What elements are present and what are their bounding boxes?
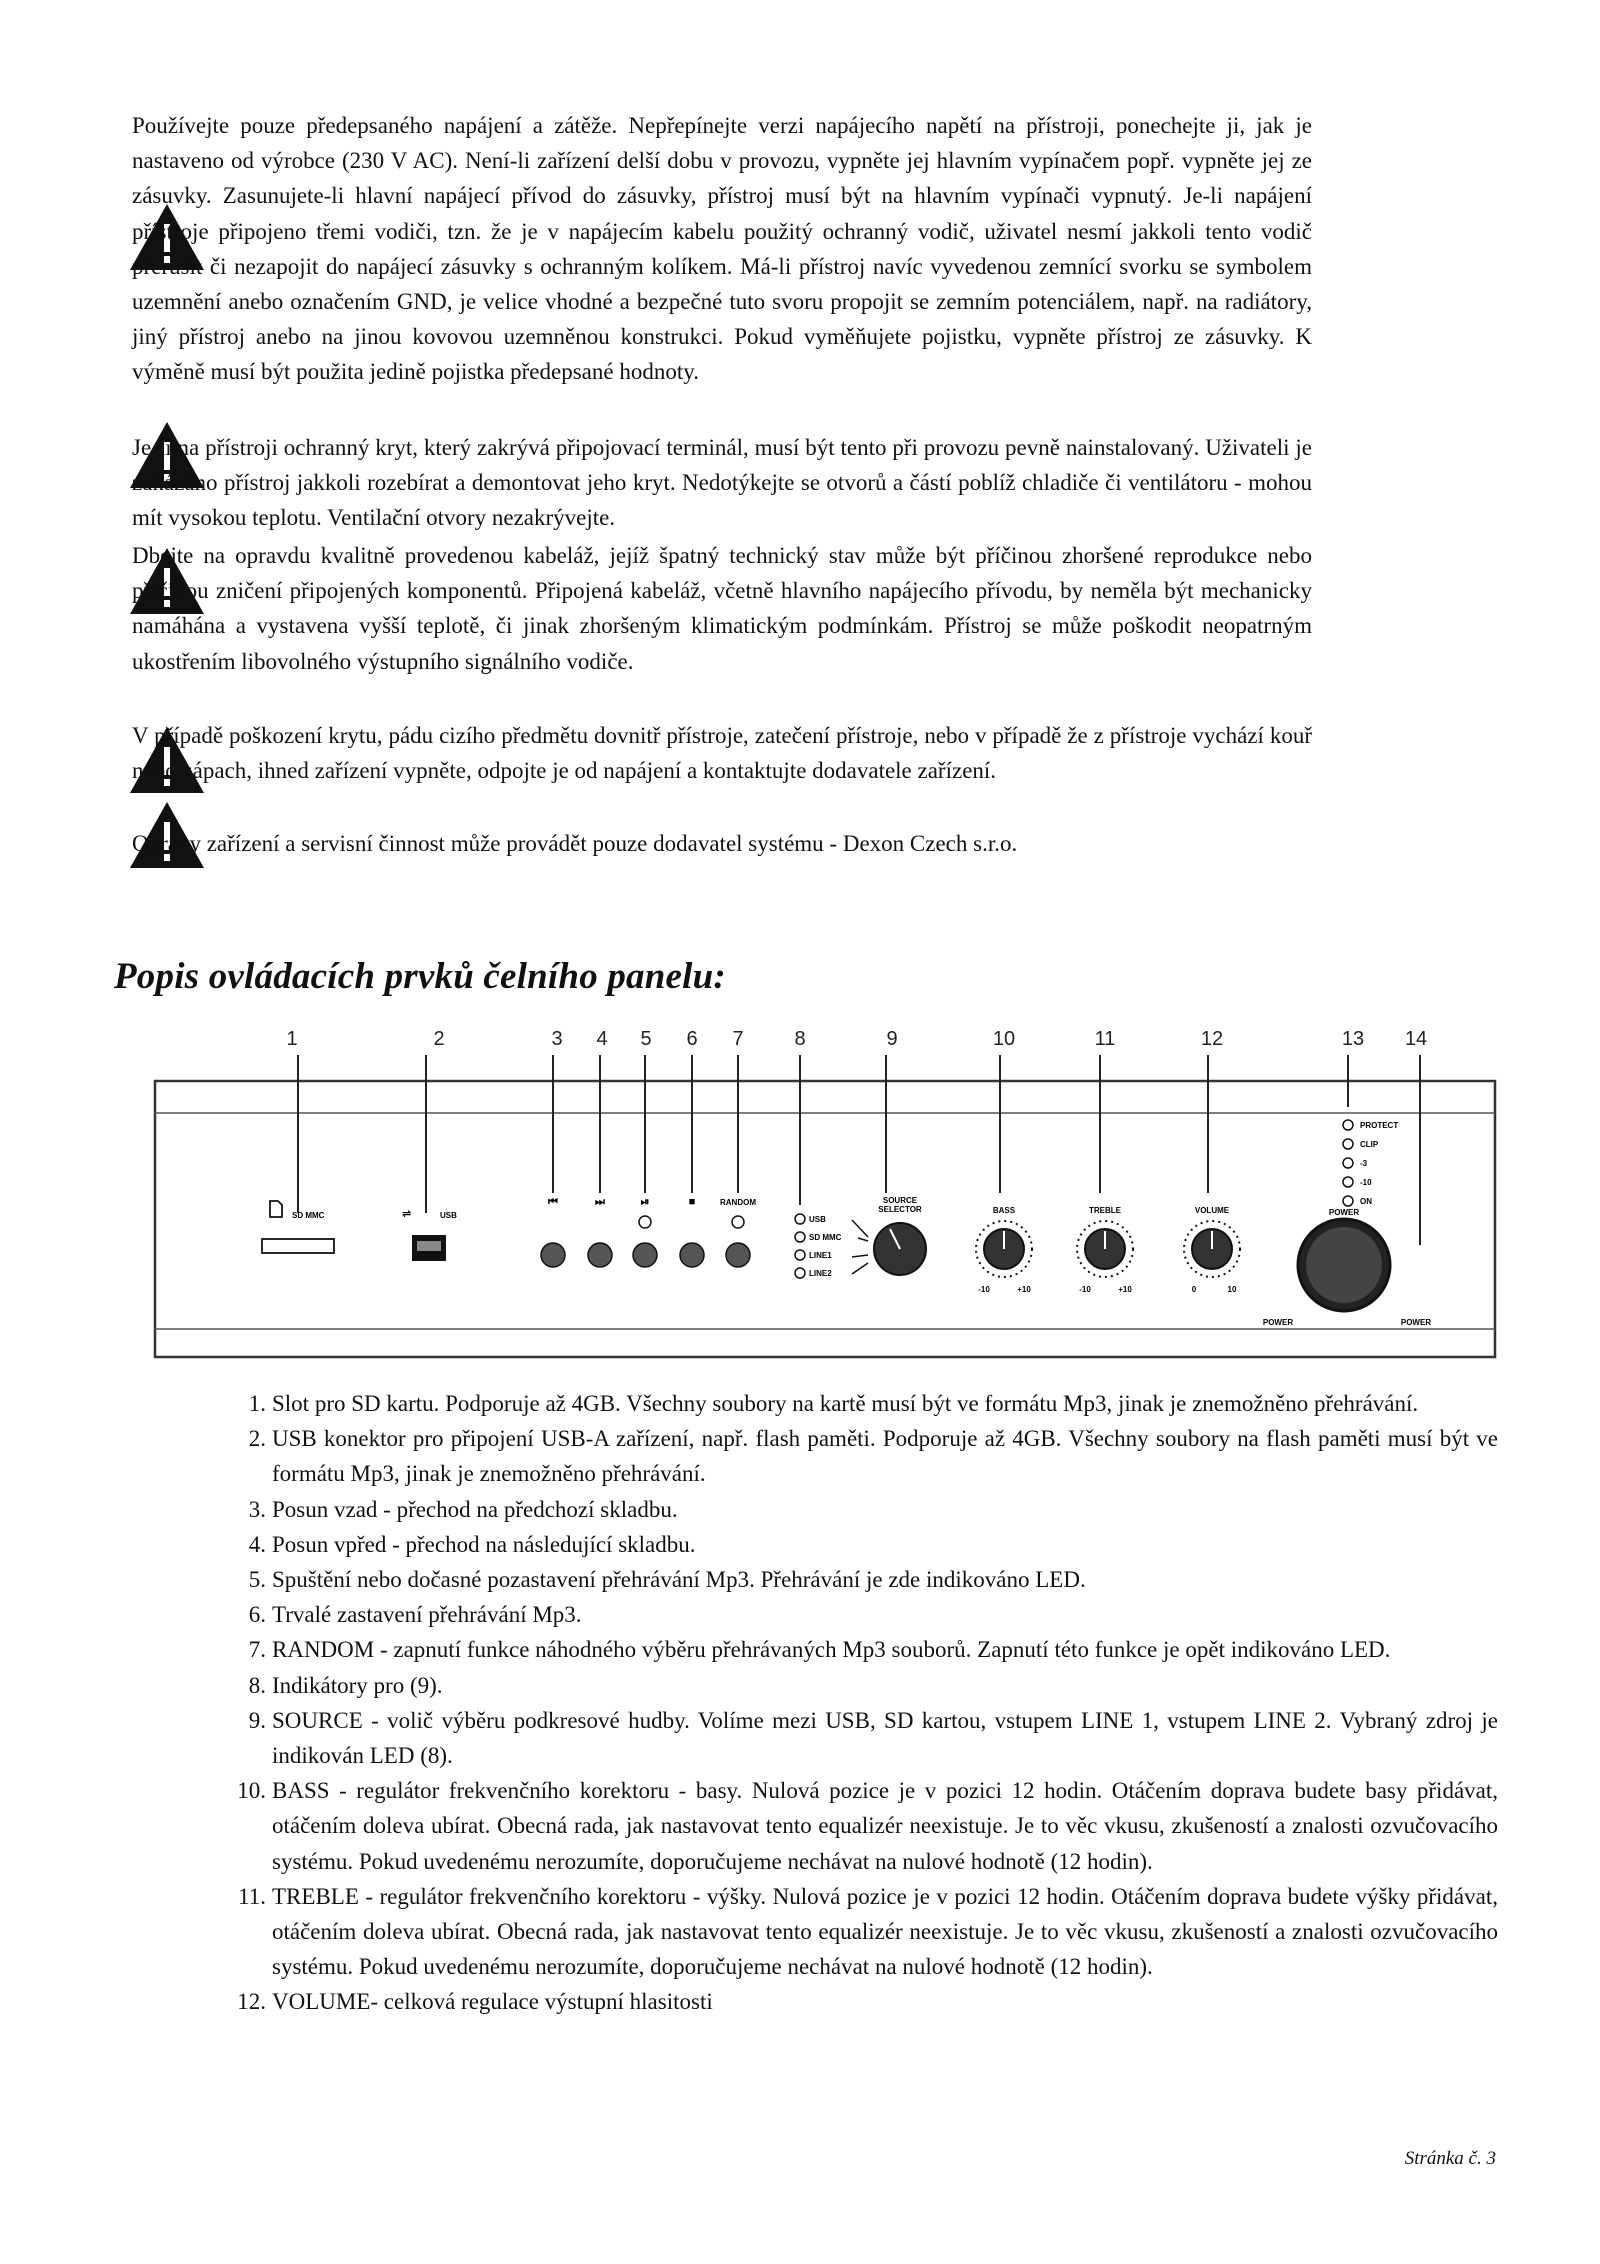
selector-label: SELECTOR xyxy=(878,1205,922,1214)
led-label: -10 xyxy=(1360,1178,1372,1187)
led-on xyxy=(1343,1196,1353,1206)
list-item: 9. SOURCE - volič výběru podkresové hudby. Volíme mezi USB, SD kartou, vstupem LINE 1, vstupem LINE 2. Vybraný zdroj je indikován LED (8). xyxy=(248,1707,1498,1769)
random-label: RANDOM xyxy=(720,1198,756,1207)
stop-button xyxy=(680,1243,704,1267)
page-number: Stránka č. 3 xyxy=(1404,2148,1496,2169)
source-label: SOURCE xyxy=(882,1196,918,1205)
play-pause-button xyxy=(633,1243,657,1267)
play-pause-icon: ⏯ xyxy=(640,1196,650,1208)
led-sd xyxy=(795,1232,805,1242)
treble-max: +10 xyxy=(1118,1285,1132,1294)
prev-icon: ⏮ xyxy=(548,1196,558,1208)
callout-number: 1 xyxy=(286,1028,298,1050)
power-right-label: POWER xyxy=(1400,1318,1432,1327)
list-item: 1. Slot pro SD kartu. Podporuje až 4GB. Všechny soubory na kartě musí být ve formátu Mp3, jinak je znemožněno přehrávání. xyxy=(248,1391,1419,1416)
bass-min: -10 xyxy=(978,1285,990,1294)
led-label: USB xyxy=(809,1215,826,1224)
power-label: POWER xyxy=(1328,1208,1360,1217)
warning-paragraph: Je-li na přístroji ochranný kryt, který zakrývá připojovací terminál, musí být tento při provozu pevně nainstalovaný. Uživateli je zakázáno přístroj jakkoli rozebírat a demontovat jeho kryt. Nedotýkejte se otvorů a částí poblíž chladiče či ventilátoru - mohou mít vysokou teplotu. Ventilační otvory nezakrývejte. xyxy=(132,435,1312,531)
treble-min: -10 xyxy=(1079,1285,1091,1294)
warning-paragraph: Používejte pouze předepsaného napájení a zátěže. Nepřepínejte verzi napájecího napětí na přístroji, ponechejte ji, jak je nastaveno od výrobce (230 V AC). Není-li zařízení delší dobu v provozu, vypněte jej hlavním vypínačem popř. vypněte jej ze zásuvky. Zasunujete-li hlavní napájecí přívod do zásuvky, přístroj musí být na hlavním vypínači vypnutý. Je-li napájení přístroje připojeno třemi vodiči, tzn. že je v napájecím kabelu použitý ochranný vodič, uživatel nesmí jakkoli tento vodič přerušit či nezapojit do napájecí zásuvky s ochranným kolíkem. Má-li přístroj navíc vyvedenou zemnící svorku se symbolem uzemnění anebo označením GND, je velice vhodné a bezpečné tuto svoru propojit se zemním potenciálem, např. na radiátory, jiný přístroj anebo na jinou kovovou uzemněnou konstrukci. Pokud vyměňujete pojistku, vypněte přístroj ze zásuvky. K výměně musí být použita jedině pojistka předepsané hodnoty. xyxy=(132,113,1312,385)
callout-number: 3 xyxy=(551,1028,563,1050)
led-label: -3 xyxy=(1360,1159,1368,1168)
led-protect xyxy=(1343,1120,1353,1130)
callout-number: 2 xyxy=(433,1028,445,1050)
callout-number: 13 xyxy=(1341,1028,1365,1050)
controls-list xyxy=(220,1386,1498,2020)
callout-number: 11 xyxy=(1094,1028,1116,1050)
led-line1 xyxy=(795,1250,805,1260)
callout-number: 14 xyxy=(1404,1028,1428,1050)
callout-number: 5 xyxy=(640,1028,652,1050)
svg-text:⇌: ⇌ xyxy=(402,1208,412,1220)
led-label: PROTECT xyxy=(1360,1121,1399,1130)
list-item: 3. Posun vzad - přechod na předchozí skladbu. xyxy=(248,1496,678,1522)
callout-number: 9 xyxy=(886,1028,898,1050)
led-minus3 xyxy=(1343,1158,1353,1168)
front-panel-diagram xyxy=(100,1015,1500,1360)
led-label: CLIP xyxy=(1360,1140,1379,1149)
bass-max: +10 xyxy=(1017,1285,1031,1294)
callout-number: 10 xyxy=(992,1028,1016,1050)
stop-icon: ■ xyxy=(688,1196,696,1208)
usb-label: USB xyxy=(440,1211,457,1220)
list-item: 12. VOLUME- celková regulace výstupní hlasitosti xyxy=(237,1989,713,2015)
next-button xyxy=(588,1243,612,1267)
led-minus10 xyxy=(1343,1177,1353,1187)
warning-paragraph: V případě poškození krytu, pádu cizího předmětu dovnitř přístroje, zatečení přístroje, nebo v případě že z přístroje vychází kouř nebo zápach, ihned zařízení vypněte, odpojte je od napájení a kontaktujte dodavatele zařízení. xyxy=(132,723,1312,784)
callout-number: 4 xyxy=(596,1028,608,1050)
play-led xyxy=(639,1216,651,1228)
treble-label: TREBLE xyxy=(1089,1206,1121,1215)
led-label: SD MMC xyxy=(809,1233,842,1242)
list-item: 5. Spuštění nebo dočasné pozastavení přehrávání Mp3. Přehrávání je zde indikováno LED. xyxy=(248,1567,1086,1593)
volume-label: VOLUME xyxy=(1194,1206,1230,1215)
callout-number: 12 xyxy=(1200,1028,1224,1050)
power-left-label: POWER xyxy=(1262,1318,1294,1327)
warning-paragraph: Dbejte na opravdu kvalitně provedenou kabeláž, jejíž špatný technický stav může být příčinou zhoršené reprodukce nebo příčinou zničení připojených komponentů. Připojená kabeláž, včetně hlavního napájecího přívodu, by neměla být mechanicky namáhána a vystavena vyšší teplotě, či jinak zhoršeným klimatickým podmínkám. Přístroj se může poškodit neopatrným ukostřením libovolného výstupního signálního vodiče. xyxy=(132,543,1312,674)
callout-number: 6 xyxy=(686,1028,698,1050)
random-led xyxy=(732,1216,744,1228)
list-item: 2. USB konektor pro připojení USB-A zařízení, např. flash paměti. Podporuje až 4GB. Všechny soubory na flash paměti musí být ve formátu Mp3, jinak je znemožněno přehrávání. xyxy=(248,1426,1498,1487)
led-line2 xyxy=(795,1268,805,1278)
led-label: LINE2 xyxy=(809,1269,832,1278)
source-selector xyxy=(874,1196,926,1275)
list-item: 8. Indikátory pro (9). xyxy=(248,1672,443,1698)
random-button xyxy=(726,1243,750,1267)
callout-number: 8 xyxy=(794,1028,806,1050)
prev-button xyxy=(541,1243,565,1267)
list-item: 4. Posun vpřed - přechod na následující skladbu. xyxy=(248,1531,696,1557)
led-label: ON xyxy=(1360,1197,1372,1206)
warning-paragraph: Opravy zařízení a servisní činnost může provádět pouze dodavatel systému - Dexon Czech s.r.o. xyxy=(132,831,1018,856)
sd-label: SD MMC xyxy=(292,1211,325,1220)
section-heading: Popis ovládacích prvků čelního panelu: xyxy=(114,956,726,997)
volume-min: 0 xyxy=(1191,1285,1197,1294)
led-clip xyxy=(1343,1139,1353,1149)
list-item: 7. RANDOM - zapnutí funkce náhodného výběru přehrávaných Mp3 souborů. Zapnutí této funkce je opět indikováno LED. xyxy=(248,1637,1391,1663)
volume-max: 10 xyxy=(1227,1285,1237,1294)
list-item: 6. Trvalé zastavení přehrávání Mp3. xyxy=(248,1602,582,1628)
callout-number: 7 xyxy=(732,1028,744,1050)
led-label: LINE1 xyxy=(809,1251,832,1260)
list-item: 11. TREBLE - regulátor frekvenčního korektoru - výšky. Nulová pozice je v pozici 12 hodin. Otáčením doprava budete výšky přidávat, otáčením doleva ubírat. Obecná rada, jak nastavovat tento equalizér neexistuje. Je to věc vkusu, zkušeností a znalosti ozvučovacího systému. Pokud uvedenému nerozumíte, doporučujeme nechávat na nulové hodnotě (12 hodin). xyxy=(238,1883,1498,1980)
bass-label: BASS xyxy=(992,1206,1016,1215)
led-usb xyxy=(795,1214,805,1224)
next-icon: ⏭ xyxy=(595,1196,605,1208)
list-item: 10. BASS - regulátor frekvenčního korektoru - basy. Nulová pozice je v pozici 12 hodin. Otáčením doprava budete basy přidávat, otáčením doleva ubírat. Obecná rada, jak nastavovat tento equalizér neexistuje. Je to věc vkusu, zkušeností a znalosti ozvučovacího systému. Pokud uvedenému nerozumíte, doporučujeme nechávat na nulové hodnotě (12 hodin). xyxy=(237,1778,1498,1874)
